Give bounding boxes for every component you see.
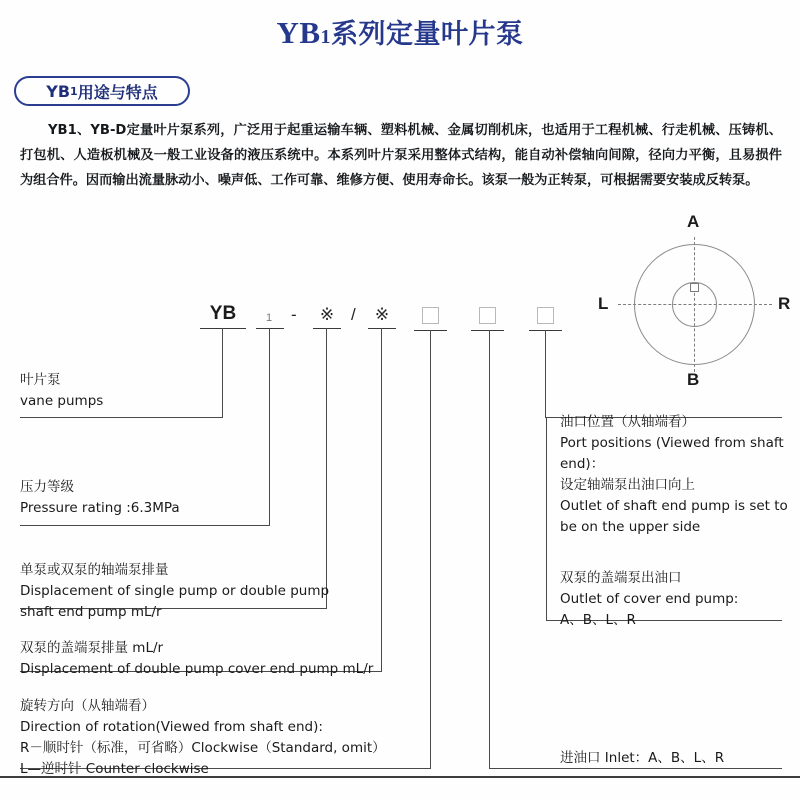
model-code-star-2: ※ <box>374 305 390 324</box>
label-displacement-shaft-end-line-3: shaft end pump mL/r <box>20 604 162 620</box>
model-code-star-1: ※ <box>319 305 335 324</box>
label-displacement-shaft-end <box>20 560 329 623</box>
page-title-subscript: 1 <box>320 26 332 48</box>
label-vane-pumps-line-1: 叶片泵 <box>20 372 61 388</box>
model-code-underline-star-1 <box>313 328 341 329</box>
label-port-positions-line-3: end)： <box>560 456 605 472</box>
model-code-underline-star-2 <box>368 328 396 329</box>
model-code-box-1 <box>422 307 439 324</box>
label-vane-pumps <box>20 370 103 412</box>
page-title <box>0 12 800 51</box>
model-code-box-2 <box>479 307 496 324</box>
model-code-one: 1 <box>265 312 273 324</box>
model-code-yb: YB <box>209 303 237 324</box>
model-code-underline-box-2 <box>471 330 504 331</box>
label-inlet-line-1: 进油口 Inlet：A、B、L、R <box>560 750 725 766</box>
label-cover-end-outlet-line-2: Outlet of cover end pump: <box>560 591 739 607</box>
label-pressure-rating-line-1: 压力等级 <box>20 479 74 495</box>
leader-line-pressure-rating-horizontal <box>20 525 270 526</box>
label-port-positions-line-5: Outlet of shaft end pump is set to <box>560 498 788 514</box>
label-cover-end-outlet-line-1: 双泵的盖端泵出油口 <box>560 570 682 586</box>
diagram-label-l: L <box>598 294 609 313</box>
label-direction-of-rotation <box>20 696 386 780</box>
label-pressure-rating <box>20 477 180 519</box>
diagram-label-a: A <box>687 212 700 231</box>
section-badge-chinese: 用途与特点 <box>77 82 158 102</box>
leader-line-inlet-vertical <box>489 330 490 768</box>
label-port-positions <box>560 412 788 538</box>
section-badge-main: YB <box>46 81 71 101</box>
model-code-box-3 <box>537 307 554 324</box>
leader-line-cover-end-outlet-vertical <box>546 417 547 620</box>
leader-line-port-positions-vertical <box>545 330 546 417</box>
diagram-label-r: R <box>778 294 791 313</box>
label-port-positions-line-6: be on the upper side <box>560 519 701 535</box>
leader-line-vane-pumps-vertical <box>222 328 223 417</box>
model-code-underline-one <box>256 328 284 329</box>
leader-line-vane-pumps-horizontal <box>20 417 223 418</box>
label-direction-of-rotation-line-1: 旋转方向（从轴端看） <box>20 698 155 714</box>
page-title-main: YB <box>276 15 321 50</box>
label-port-positions-line-2: Port positions (Viewed from shaft <box>560 435 784 451</box>
diagram-shaft-key-square <box>690 283 699 292</box>
leader-line-pressure-rating-vertical <box>269 328 270 525</box>
model-code-slash: / <box>351 305 356 324</box>
label-displacement-cover-end-line-2: Displacement of double pump cover end pump mL/r <box>20 661 374 677</box>
section-badge <box>14 76 190 106</box>
label-cover-end-outlet <box>560 568 738 631</box>
label-port-positions-line-4: 设定轴端泵出油口向上 <box>560 477 695 493</box>
model-code-underline-yb <box>200 328 246 329</box>
leader-line-displacement-cover-end-vertical <box>381 328 382 671</box>
label-direction-of-rotation-line-4: L—逆时针 Counter clockwise <box>20 761 209 777</box>
diagram-label-b: B <box>687 370 700 389</box>
label-displacement-cover-end <box>20 638 373 680</box>
label-displacement-shaft-end-line-1: 单泵或双泵的轴端泵排量 <box>20 562 169 578</box>
model-code-dash: - <box>291 305 297 324</box>
intro-paragraph: YB1、YB-D定量叶片泵系列，广泛用于起重运输车辆、塑料机械、金属切削机床，也适用于工程机械、行走机械、压铸机、打包机、人造板机械及一般工业设备的液压系统中。本系列叶片泵采用整体式结构，能自动补偿轴向间隙，径向力平衡，且易损件为组合件。因而输出流量脉动小、噪声低、工作可靠、维修方便、使用寿命长。该泵一般为正转泵，可根据需要安装成反转泵。 <box>20 123 782 188</box>
port-position-diagram <box>598 212 791 390</box>
label-displacement-cover-end-line-1: 双泵的盖端泵排量 mL/r <box>20 640 164 656</box>
label-displacement-shaft-end-line-2: Displacement of single pump or double pump <box>20 583 330 599</box>
leader-line-direction-of-rotation-vertical <box>430 330 431 768</box>
label-cover-end-outlet-line-3: A、B、L、R <box>560 612 636 628</box>
label-vane-pumps-line-2: vane pumps <box>20 393 104 409</box>
section-badge-subscript: 1 <box>70 84 78 98</box>
label-inlet <box>560 748 724 769</box>
label-pressure-rating-line-2: Pressure rating :6.3MPa <box>20 500 180 516</box>
page-title-chinese: 系列定量叶片泵 <box>331 19 524 50</box>
label-port-positions-line-1: 油口位置（从轴端看） <box>560 414 695 430</box>
label-direction-of-rotation-line-2: Direction of rotation(Viewed from shaft end): <box>20 719 323 735</box>
label-direction-of-rotation-line-3: R－顺时针（标准，可省略）Clockwise（Standard, omit） <box>20 740 386 756</box>
